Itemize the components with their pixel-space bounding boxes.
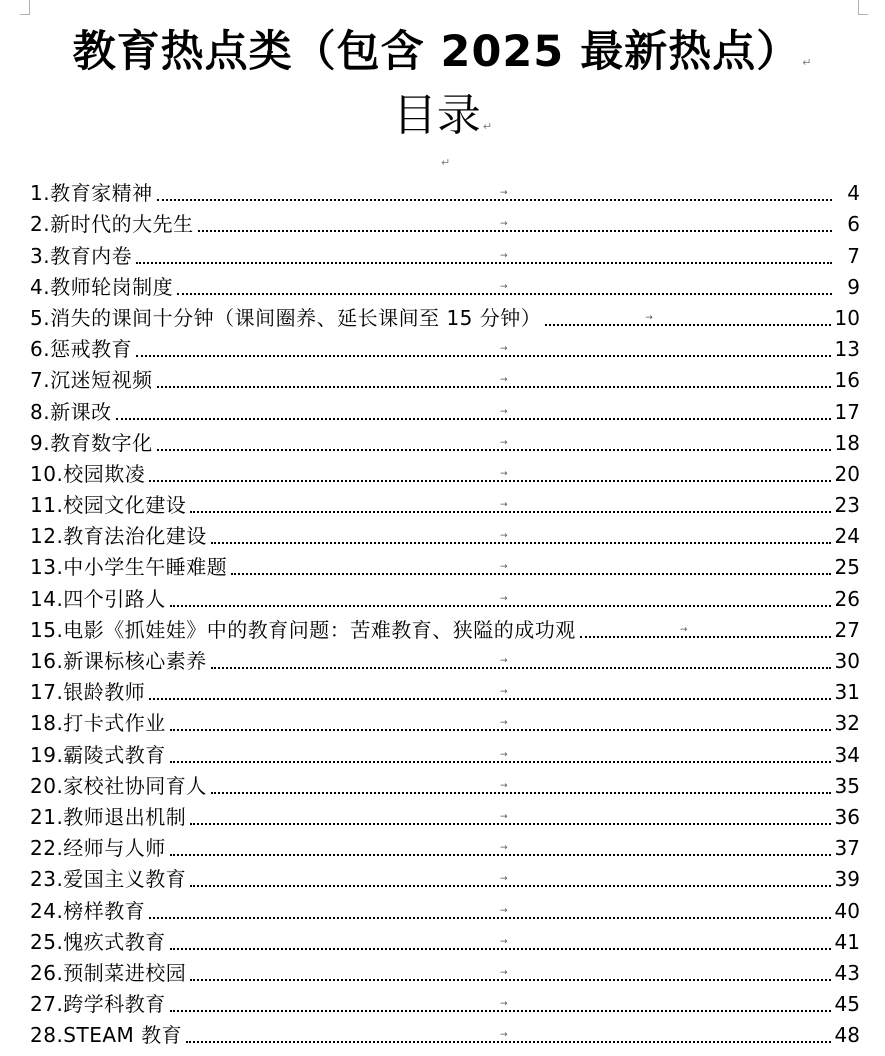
toc-dot-leader: [231, 562, 830, 575]
tab-arrow-icon: →: [500, 468, 508, 479]
toc-entry-title: 17.银龄教师: [30, 680, 146, 705]
toc-entry-page-number: 35: [834, 773, 860, 798]
toc-entry-page-number: 36: [834, 804, 860, 829]
toc-entry-title: 5.消失的课间十分钟（课间圈养、延长课间至 15 分钟）: [30, 305, 542, 330]
toc-entry-title: 26.预制菜进校园: [30, 960, 187, 985]
page-corner-mark-left: [20, 0, 30, 15]
toc-entry-title: 4.教师轮岗制度: [30, 274, 174, 299]
toc-dot-leader: [149, 905, 830, 919]
toc-entry[interactable]: [30, 583, 860, 614]
toc-dot-leader: [190, 874, 830, 887]
tab-arrow-icon: →: [500, 749, 508, 760]
toc-entry[interactable]: [30, 895, 860, 926]
toc-entry-page-number: 30: [834, 649, 860, 673]
toc-entry-page-number: 6: [847, 212, 860, 237]
toc-entry-page-number: 41: [834, 929, 860, 954]
toc-entry-title: 15.电影《抓娃娃》中的教育问题：苦难教育、狭隘的成功观: [30, 617, 576, 642]
toc-entry-page-number: 7: [847, 243, 860, 268]
toc-entry-title: 23.爱国主义教育: [30, 867, 187, 892]
table-of-contents: [30, 178, 860, 1051]
toc-entry-page-number: 48: [834, 1023, 860, 1048]
toc-dot-leader: [170, 843, 831, 856]
toc-entry[interactable]: [30, 365, 860, 396]
tab-arrow-icon: →: [500, 811, 508, 822]
tab-arrow-icon: →: [500, 905, 508, 916]
toc-entry-title: 7.沉迷短视频: [30, 368, 153, 393]
toc-entry-page-number: 34: [834, 742, 860, 767]
toc-entry[interactable]: [30, 396, 860, 427]
toc-entry[interactable]: [30, 459, 860, 490]
toc-entry-page-number: 45: [834, 992, 860, 1017]
toc-entry-title: 8.新课改: [30, 399, 112, 424]
toc-entry[interactable]: [30, 864, 860, 895]
toc-dot-leader: [190, 811, 830, 825]
toc-entry-page-number: 4: [847, 181, 860, 206]
tab-arrow-icon: →: [500, 843, 508, 854]
toc-entry-page-number: 17: [834, 399, 860, 424]
toc-entry-page-number: 40: [834, 898, 860, 923]
toc-dot-leader: [170, 999, 831, 1012]
toc-entry-page-number: 31: [834, 680, 860, 705]
toc-entry-title: 2.新时代的大先生: [30, 212, 194, 237]
toc-entry-title: 27.跨学科教育: [30, 992, 166, 1017]
toc-entry-title: 3.教育内卷: [30, 243, 133, 268]
toc-dot-leader: [170, 718, 831, 731]
toc-dot-leader: [136, 344, 830, 357]
toc-dot-leader: [211, 780, 831, 794]
toc-dot-leader: [136, 250, 832, 264]
toc-entry-title: 11.校园文化建设: [30, 493, 187, 518]
toc-dot-leader: [186, 1030, 830, 1043]
toc-dot-leader: [116, 406, 831, 420]
toc-entry[interactable]: [30, 615, 860, 646]
paragraph-mark-icon: ↵: [802, 56, 813, 69]
tab-arrow-icon: →: [645, 312, 653, 323]
toc-entry-page-number: 39: [834, 867, 860, 892]
toc-entry[interactable]: [30, 958, 860, 989]
tab-arrow-icon: →: [500, 718, 508, 729]
toc-dot-leader: [545, 312, 830, 326]
toc-entry[interactable]: [30, 490, 860, 521]
toc-entry-page-number: 43: [834, 960, 860, 985]
toc-entry[interactable]: [30, 303, 860, 334]
toc-entry[interactable]: [30, 552, 860, 583]
toc-dot-leader: [190, 967, 830, 981]
toc-dot-leader: [177, 281, 832, 295]
tab-arrow-icon: →: [500, 1030, 508, 1041]
toc-entry-title: 14.四个引路人: [30, 586, 166, 611]
toc-entry[interactable]: [30, 989, 860, 1020]
toc-entry-title: 24.榜样教育: [30, 898, 146, 923]
toc-dot-leader: [170, 593, 831, 607]
document-title[interactable]: [0, 22, 885, 93]
toc-entry[interactable]: [30, 178, 860, 209]
toc-entry-page-number: 9: [847, 274, 860, 299]
tab-arrow-icon: →: [500, 687, 508, 698]
tab-arrow-icon: →: [500, 437, 508, 448]
toc-entry[interactable]: [30, 802, 860, 833]
toc-entry-title: 25.愧疚式教育: [30, 929, 166, 954]
tab-arrow-icon: →: [500, 250, 508, 261]
toc-dot-leader: [211, 656, 831, 669]
tab-arrow-icon: →: [500, 188, 508, 199]
toc-entry[interactable]: [30, 677, 860, 708]
toc-entry-title: 22.经师与人师: [30, 836, 166, 861]
toc-entry-title: 28.STEAM 教育: [30, 1023, 183, 1048]
tab-arrow-icon: →: [500, 874, 508, 885]
tab-arrow-icon: →: [500, 531, 508, 542]
tab-arrow-icon: →: [500, 281, 508, 292]
tab-arrow-icon: →: [500, 936, 508, 947]
toc-dot-leader: [170, 749, 831, 763]
toc-entry-page-number: 10: [834, 305, 860, 330]
tab-arrow-icon: →: [500, 780, 508, 791]
toc-entry-title: 1.教育家精神: [30, 181, 153, 206]
page-corner-mark-right: [858, 0, 868, 15]
toc-entry[interactable]: [30, 521, 860, 552]
tab-arrow-icon: →: [500, 656, 508, 666]
toc-entry-title: 16.新课标核心素养: [30, 649, 207, 673]
toc-dot-leader: [580, 624, 831, 638]
tab-arrow-icon: →: [679, 624, 688, 635]
tab-arrow-icon: →: [500, 967, 508, 978]
toc-entry[interactable]: [30, 334, 860, 365]
toc-entry-title: 12.教育法治化建设: [30, 524, 207, 549]
toc-entry[interactable]: [30, 428, 860, 459]
toc-entry[interactable]: [30, 240, 860, 271]
toc-dot-leader: [157, 375, 831, 388]
tab-arrow-icon: →: [500, 406, 508, 417]
toc-entry-title: 6.惩戒教育: [30, 337, 133, 362]
toc-entry[interactable]: [30, 646, 860, 677]
toc-entry-page-number: 24: [834, 524, 860, 549]
toc-heading-text: 目录: [392, 90, 481, 141]
toc-entry[interactable]: [30, 708, 860, 739]
toc-dot-leader: [190, 500, 830, 513]
paragraph-mark-icon: ↵: [482, 120, 493, 133]
toc-entry-page-number: 18: [834, 430, 860, 455]
toc-entry[interactable]: [30, 833, 860, 864]
toc-entry-page-number: 27: [834, 617, 860, 642]
toc-entry-page-number: 25: [834, 555, 860, 580]
tab-arrow-icon: →: [500, 562, 508, 573]
toc-dot-leader: [157, 437, 831, 451]
toc-entry-title: 9.教育数字化: [30, 430, 153, 455]
toc-entry[interactable]: [30, 1020, 860, 1051]
toc-entry-page-number: 26: [834, 586, 860, 611]
toc-entry-title: 21.教师退出机制: [30, 804, 187, 829]
toc-entry-page-number: 32: [834, 711, 860, 736]
toc-entry-page-number: 16: [834, 368, 860, 393]
toc-entry-page-number: 13: [834, 337, 860, 362]
toc-entry-page-number: 37: [834, 836, 860, 861]
tab-arrow-icon: →: [500, 500, 508, 511]
toc-entry-title: 19.霸陵式教育: [30, 742, 166, 767]
toc-entry[interactable]: [30, 927, 860, 958]
toc-entry[interactable]: [30, 771, 860, 802]
toc-dot-leader: [211, 531, 831, 544]
toc-entry[interactable]: [30, 739, 860, 770]
toc-dot-leader: [198, 219, 832, 232]
toc-dot-leader: [149, 468, 830, 482]
toc-entry-page-number: 23: [834, 493, 860, 518]
toc-entry-title: 10.校园欺凌: [30, 461, 146, 486]
toc-dot-leader: [149, 687, 830, 700]
tab-arrow-icon: →: [500, 344, 508, 355]
toc-entry-title: 13.中小学生午睡难题: [30, 555, 228, 580]
tab-arrow-icon: →: [500, 999, 508, 1010]
toc-entry[interactable]: [30, 209, 860, 240]
tab-arrow-icon: →: [500, 219, 508, 230]
toc-heading[interactable]: [0, 88, 885, 155]
toc-entry-page-number: 20: [834, 461, 860, 486]
document-title-text: 教育热点类（包含 2025 最新热点）: [72, 27, 801, 77]
tab-arrow-icon: →: [500, 375, 508, 386]
toc-dot-leader: [157, 188, 832, 201]
tab-arrow-icon: →: [500, 593, 508, 604]
toc-entry[interactable]: [30, 272, 860, 303]
empty-paragraph-mark-icon: ↵: [441, 156, 451, 169]
toc-dot-leader: [170, 936, 831, 950]
toc-entry-title: 18.打卡式作业: [30, 711, 166, 736]
toc-entry-title: 20.家校社协同育人: [30, 773, 207, 798]
